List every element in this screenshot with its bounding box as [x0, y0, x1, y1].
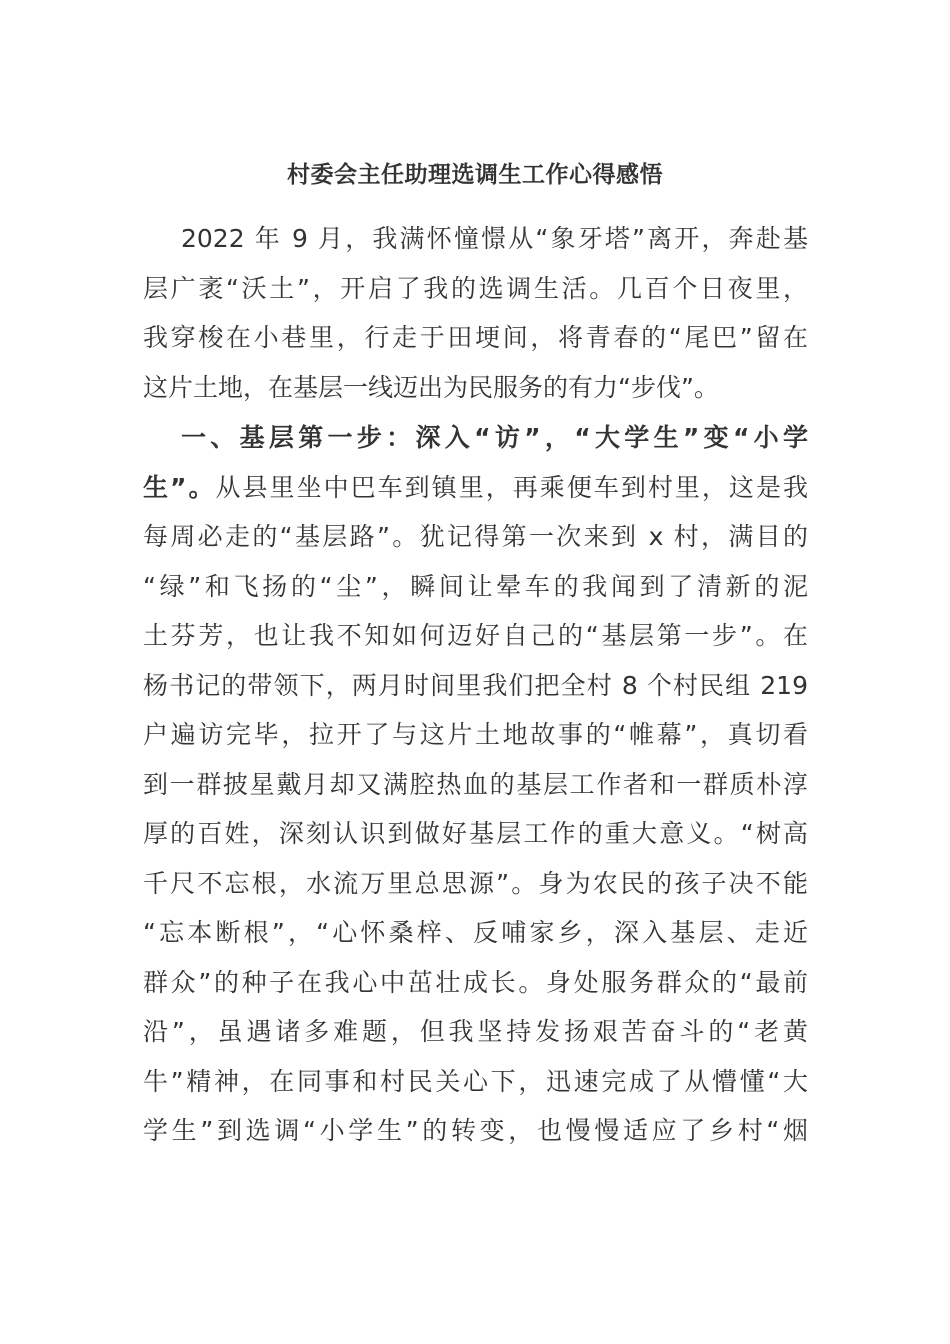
text-line: 我穿梭在小巷里，行走于田埂间，将青春的“尾巴”留在 [143, 323, 808, 352]
text-line: 牛”精神，在同事和村民关心下，迅速完成了从懵懂“大 [143, 1066, 808, 1096]
text-line: 到一群披星戴月却又满腔热血的基层工作者和一群质朴淳 [143, 769, 808, 799]
text-line: 杨书记的带领下，两月时间里我们把全村 8 个村民组 219 [143, 670, 808, 700]
text-line: 沿”，虽遇诸多难题，但我坚持发扬艰苦奋斗的“老黄 [143, 1017, 808, 1046]
text-line: 群众”的种子在我心中茁壮成长。身处服务群众的“最前 [143, 967, 808, 997]
text-line: 这片土地，在基层一线迈出为民服务的有力“步伐”。 [143, 372, 719, 402]
text-line-rest: 从县里坐中巴车到镇里，再乘便车到村里，这是我 [215, 472, 808, 502]
text-line: 2022 年 9 月，我满怀憧憬从“象牙塔”离开，奔赴基 [181, 224, 808, 253]
document-title: 村委会主任助理选调生工作心得感悟 [287, 162, 663, 188]
paragraph-intro [143, 214, 808, 412]
text-line: 户遍访完毕，拉开了与这片土地故事的“帷幕”，真切看 [143, 720, 808, 749]
text-line: 学生”到选调“小学生”的转变，也慢慢适应了乡村“烟 [143, 1116, 808, 1145]
text-line: “绿”和飞扬的“尘”，瞬间让晕车的我闻到了清新的泥 [143, 571, 808, 601]
text-line: “忘本断根”，“心怀桑梓、反哺家乡，深入基层、走近 [143, 918, 808, 947]
paragraph-section-one [143, 413, 808, 1156]
text-line: 千尺不忘根，水流万里总思源”。身为农民的孩子决不能 [143, 868, 808, 898]
text-line [143, 463, 808, 513]
text-line: 土芬芳，也让我不知如何迈好自己的“基层第一步”。在 [143, 621, 808, 650]
text-line: 层广袤“沃土”，开启了我的选调生活。几百个日夜里， [143, 273, 808, 303]
section-heading: 一、基层第一步：深入“访”，“大学生”变“小学 [181, 423, 808, 452]
text-line: 厚的百姓，深刻认识到做好基层工作的重大意义。“树高 [143, 819, 808, 848]
text-line: 每周必走的“基层路”。犹记得第一次来到 x 村，满目的 [143, 522, 808, 551]
section-heading-end: 生”。 [143, 472, 216, 502]
